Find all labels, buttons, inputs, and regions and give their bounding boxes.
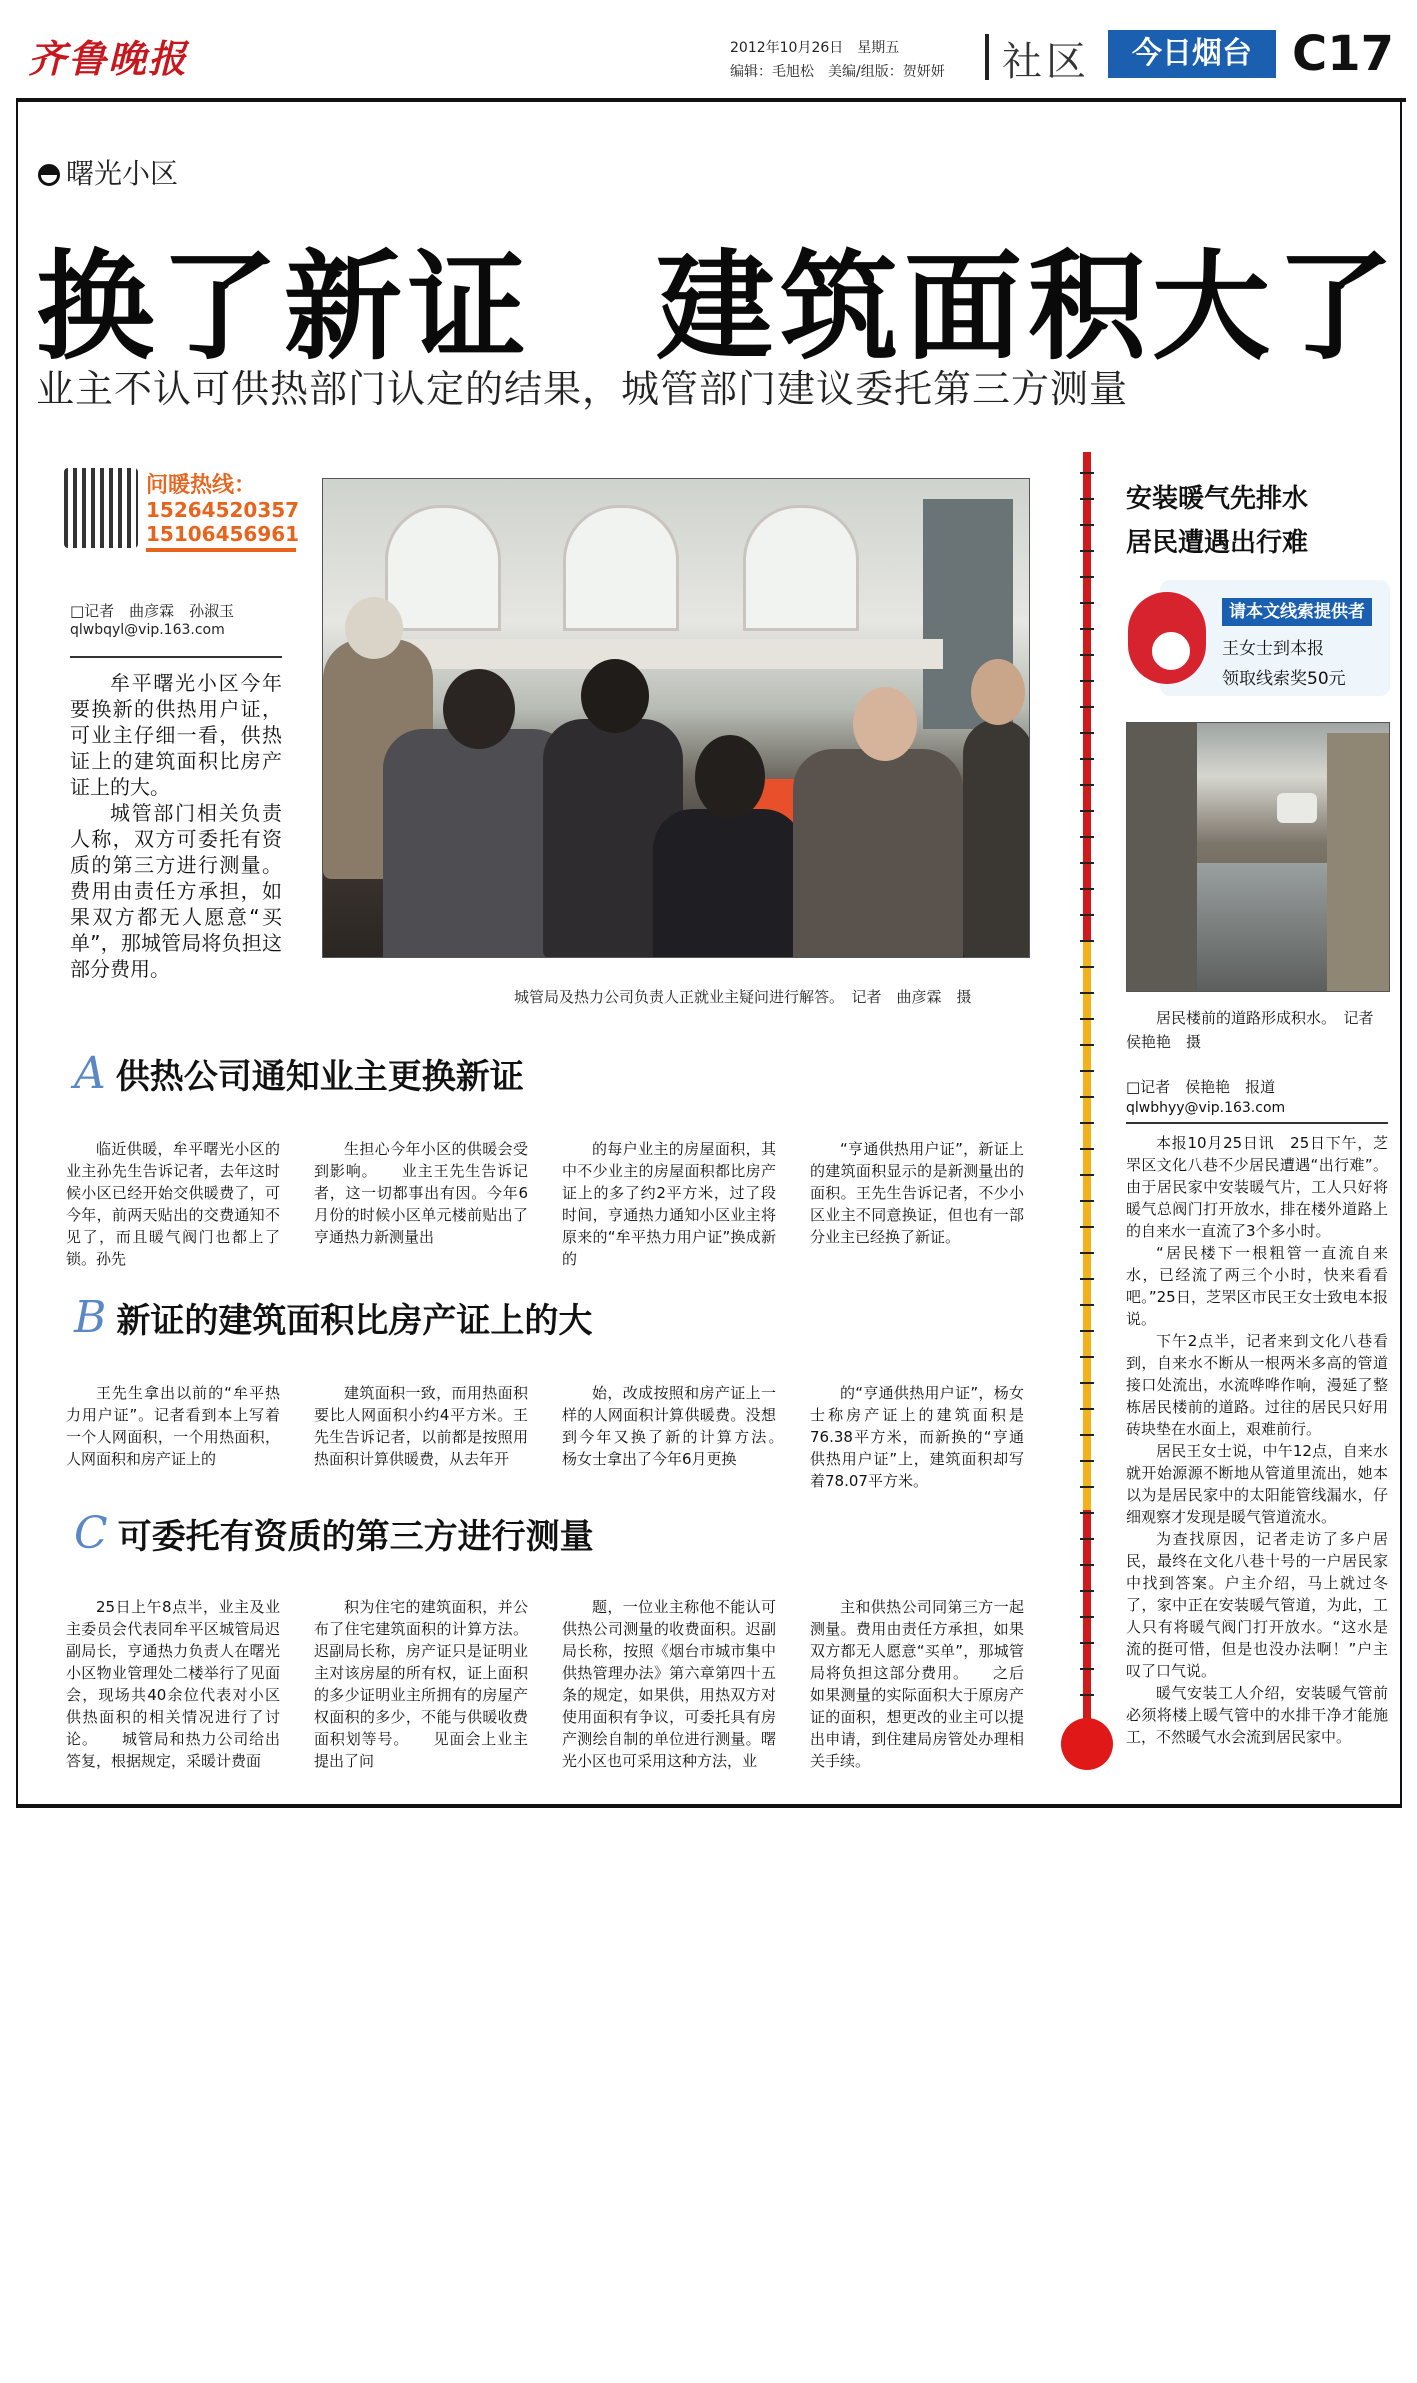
window [563, 505, 679, 631]
column [314, 1382, 528, 1470]
thermometer-tick [1080, 628, 1094, 630]
thermometer-tick [1080, 1044, 1094, 1046]
thermometer-bulb [1061, 1718, 1113, 1770]
section-b-title [74, 1292, 592, 1343]
thermometer-tick [1080, 1330, 1094, 1332]
thermometer-tick [1080, 550, 1094, 552]
paragraph: 牟平曙光小区今年要换新的供热用户证，可业主仔细一看，供热证上的建筑面积比房产证上的大。 [70, 671, 282, 799]
paragraph: 主和供热公司同第三方一起测量。费用由责任方承担，如果双方都无人愿意“买单”，那城管局将负担这部分费用。 之后如果测量的实际面积大于原房产证的面积，想更改的业主可以提出申请，到住建局房管处办理相关手续。 [810, 1598, 1024, 1770]
column [810, 1382, 1024, 1492]
table [383, 639, 943, 669]
thermometer-tick [1080, 1070, 1094, 1072]
thermometer-tick [1080, 888, 1094, 890]
byline-email: qlwbqyl@vip.163.com [70, 622, 225, 638]
reward-box-line: 王女士到本报 [1222, 639, 1324, 659]
hotline-underline [146, 548, 296, 552]
thermometer-tick [1080, 1564, 1094, 1566]
section-title-text: 新证的建筑面积比房产证上的大 [116, 1301, 593, 1341]
column [810, 1138, 1024, 1248]
paragraph: 的每户业主的房屋面积，其中不少业主的房屋面积都比房产证上的多了约2平方米，过了段时间，亨通热力通知小区业主将原来的“牟平热力用户证”换成新的 [562, 1140, 776, 1268]
thermometer-tick [1080, 1590, 1094, 1592]
window [385, 505, 501, 631]
section-name: 社区 [1002, 39, 1090, 85]
thermometer-tick [1080, 680, 1094, 682]
caption-text: 居民楼前的道路形成积水。 记者 侯艳艳 摄 [1126, 1009, 1389, 1051]
thermometer-tick [1080, 1408, 1094, 1410]
headline: 换了新证 建筑面积大了 [36, 238, 1401, 376]
thermometer-tick [1080, 1538, 1094, 1540]
subhead: 业主不认可供热部门认定的结果，城管部门建议委托第三方测量 [36, 367, 1129, 411]
paragraph: 王先生拿出以前的“牟平热力用户证”。记者看到本上写着一个人网面积，一个用热面积，人网面积和房产证上的 [66, 1384, 280, 1468]
sidebar-title: 安装暖气先排水 [1126, 484, 1309, 514]
section-letter: A [74, 1048, 106, 1099]
hotline-number: 15106456961 [146, 522, 300, 546]
thermometer-tick [1080, 1486, 1094, 1488]
thermometer-tick [1080, 914, 1094, 916]
section-a-title [74, 1048, 524, 1099]
sidebar-body [1126, 1132, 1388, 1748]
intro-text [70, 670, 282, 982]
header-meta [730, 36, 945, 84]
thermometer-tick [1080, 1278, 1094, 1280]
thermometer-tick [1080, 1460, 1094, 1462]
paragraph: 城管部门相关负责人称，双方可委托有资质的第三方进行测量。费用由责任方承担，如果双方都无人愿意“买单”，那城管局将负担这部分费用。 [70, 801, 282, 981]
section-letter: B [74, 1292, 107, 1343]
thermometer-tick [1080, 706, 1094, 708]
half-circle-icon [38, 164, 60, 186]
thermometer-ticks [1080, 452, 1094, 1742]
paragraph: 居民王女士说，中午12点，自来水就开始源源不断地从管道里流出，她本以为是居民家中的太阳能管线漏水，仔细观察才发现是暖气管道流水。 [1126, 1442, 1388, 1526]
page-number: C17 [1292, 26, 1395, 82]
column [314, 1596, 528, 1772]
section-title-text: 可委托有资质的第三方进行测量 [117, 1517, 594, 1557]
thermometer-tick [1080, 1252, 1094, 1254]
sidebar-photo-caption [1126, 1006, 1388, 1054]
paragraph: 暖气安装工人介绍，安装暖气管前必须将楼上暖气管中的水排干净才能施工，不然暖气水会流到居民家中。 [1126, 1684, 1388, 1746]
column [562, 1596, 776, 1772]
thermometer-tick [1080, 1200, 1094, 1202]
column [314, 1138, 528, 1248]
hotline-number: 15264520357 [146, 498, 300, 522]
byline: □记者 曲彦霖 孙淑玉 [70, 602, 235, 620]
paragraph: 本报10月25日讯 25日下午，芝罘区文化八巷不少居民遭遇“出行难”。由于居民家中安装暖气片，工人只好将暖气总阀门打开放水，排在楼外道路上的自来水一直流了3个多小时。 [1126, 1134, 1388, 1240]
column [562, 1382, 807, 1470]
thermometer-tick [1080, 758, 1094, 760]
thermometer-tick [1080, 1356, 1094, 1358]
thermometer-tick [1080, 1304, 1094, 1306]
thermometer-tick [1080, 862, 1094, 864]
column [66, 1596, 280, 1772]
thermometer-tick [1080, 1694, 1094, 1696]
paragraph: “居民楼下一根粗管一直流自来水，已经流了两三个小时，快来看看吧。”25日，芝罘区市民王女士致电本报说。 [1126, 1244, 1388, 1328]
paragraph: 始，改成按照和房产证上一样的人网面积计算供暖费。没想到今年又换了新的计算方法。 杨女士拿出了今年6月更换 [562, 1384, 807, 1468]
thermometer-tick [1080, 966, 1094, 968]
flooded-road-photo [1126, 722, 1390, 992]
paragraph: “亨通供热用户证”，新证上的建筑面积显示的是新测量出的面积。王先生告诉记者，不少小区业主不同意换证，但也有一部分业主已经换了新证。 [810, 1140, 1024, 1246]
section-letter: C [74, 1508, 108, 1559]
section-c-title [74, 1508, 594, 1559]
hotline-label: 问暖热线： [146, 473, 257, 498]
thermometer-tick [1080, 524, 1094, 526]
thermometer-tick [1080, 576, 1094, 578]
date-line: 2012年10月26日 星期五 [730, 40, 900, 56]
thermometer-tick [1080, 1616, 1094, 1618]
thermometer-tick [1080, 992, 1094, 994]
reward-box-head: 请本文线索提供者 [1222, 598, 1372, 626]
thermometer-tick [1080, 1148, 1094, 1150]
thermometer-tick [1080, 1174, 1094, 1176]
thermometer-tick [1080, 836, 1094, 838]
paragraph: 为查找原因，记者走访了多户居民，最终在文化八巷十号的一户居民家中找到答案。户主介绍，马上就过冬了，家中正在安装暖气管道，为此，工人只有将暖气阀门打开放水。“这水是流的挺可惜，但是也没办法啊！”户主叹了口气说。 [1126, 1530, 1388, 1680]
kicker [38, 152, 178, 192]
column [562, 1138, 776, 1270]
radiator-icon [64, 468, 138, 548]
sidebar-email: qlwbhyy@vip.163.com [1126, 1100, 1286, 1116]
divider [70, 656, 282, 658]
editors-line: 编辑：毛旭松 美编/组版：贺妍妍 [730, 64, 945, 80]
phone-dial-icon [1148, 628, 1194, 674]
paragraph: 下午2点半，记者来到文化八巷看到，自来水不断从一根两米多高的管道接口处流出，水流哗哗作响，漫延了整栋居民楼前的道路。过往的居民只好用砖块垫在水面上，艰难前行。 [1126, 1332, 1388, 1438]
thermometer-tick [1080, 810, 1094, 812]
thermometer-tick [1080, 1642, 1094, 1644]
thermometer-tick [1080, 1122, 1094, 1124]
section-tag: 今日烟台 [1108, 30, 1276, 78]
thermometer-tick [1080, 940, 1094, 942]
paragraph: 25日上午8点半，业主及业主委员会代表同牟平区城管局迟副局长，亨通热力负责人在曙光小区物业管理处二楼举行了见面会，现场共40余位代表对小区供热面积的相关情况进行了讨论。 城管局和热力公司给出答复，根据规定，采暖计费面 [66, 1598, 280, 1770]
thermometer-tick [1080, 784, 1094, 786]
thermometer-tick [1080, 498, 1094, 500]
column [66, 1138, 280, 1270]
masthead: 齐鲁晚报 [28, 36, 189, 81]
section-title-text: 供热公司通知业主更换新证 [115, 1057, 524, 1097]
header-divider [985, 34, 989, 80]
thermometer-tick [1080, 1096, 1094, 1098]
thermometer-tick [1080, 1382, 1094, 1384]
thermometer-tick [1080, 654, 1094, 656]
sidebar-byline: □记者 侯艳艳 报道 [1126, 1078, 1276, 1096]
window [743, 505, 859, 631]
kicker-text: 曙光小区 [66, 157, 179, 190]
thermometer-tick [1080, 732, 1094, 734]
photo-caption: 城管局及热力公司负责人正就业主疑问进行解答。 记者 曲彦霖 摄 [514, 988, 972, 1006]
thermometer-tick [1080, 1226, 1094, 1228]
paragraph: 的“亨通供热用户证”，杨女士称房产证上的建筑面积是76.38平方米，而新换的“亨通供热用户证”上，建筑面积却写着78.07平方米。 [810, 1384, 1024, 1490]
thermometer-tick [1080, 472, 1094, 474]
paragraph: 积为住宅的建筑面积，并公布了住宅建筑面积的计算方法。迟副局长称，房产证只是证明业主对该房屋的所有权，证上面积的多少证明业主所拥有的房屋产权面积的多少，不能与供暖收费面积划等号。 见面会上业主提出了问 [314, 1598, 528, 1770]
paragraph: 临近供暖，牟平曙光小区的业主孙先生告诉记者，去年这时候小区已经开始交供暖费了，可今年，前两天贴出的交费通知不见了，而且暖气阀门也都上了锁。孙先 [66, 1140, 280, 1268]
thermometer-tick [1080, 1018, 1094, 1020]
thermometer-tick [1080, 1512, 1094, 1514]
column [810, 1596, 1024, 1772]
paragraph: 建筑面积一致，而用热面积要比人网面积小约4平方米。王先生告诉记者，以前都是按照用热面积计算供暖费，从去年开 [314, 1384, 528, 1468]
meeting-photo [322, 478, 1030, 958]
paragraph: 生担心今年小区的供暖会受到影响。 业主王先生告诉记者，这一切都事出有因。今年6月份的时候小区单元楼前贴出了亨通热力新测量出 [314, 1140, 528, 1246]
sidebar-title: 居民遭遇出行难 [1126, 528, 1309, 558]
column [66, 1382, 280, 1470]
reward-box-line: 领取线索奖50元 [1222, 669, 1346, 689]
thermometer-tick [1080, 1434, 1094, 1436]
divider [1126, 1122, 1388, 1124]
thermometer-tick [1080, 602, 1094, 604]
thermometer-tick [1080, 1668, 1094, 1670]
paragraph: 题，一位业主称他不能认可供热公司测量的收费面积。迟副局长称，按照《烟台市城市集中供热管理办法》第六章第四十五条的规定，如果供，用热双方对使用面积有争议，可委托具有房产测绘自制的单位进行测量。曙光小区也可采用这种方法，业 [562, 1598, 776, 1770]
